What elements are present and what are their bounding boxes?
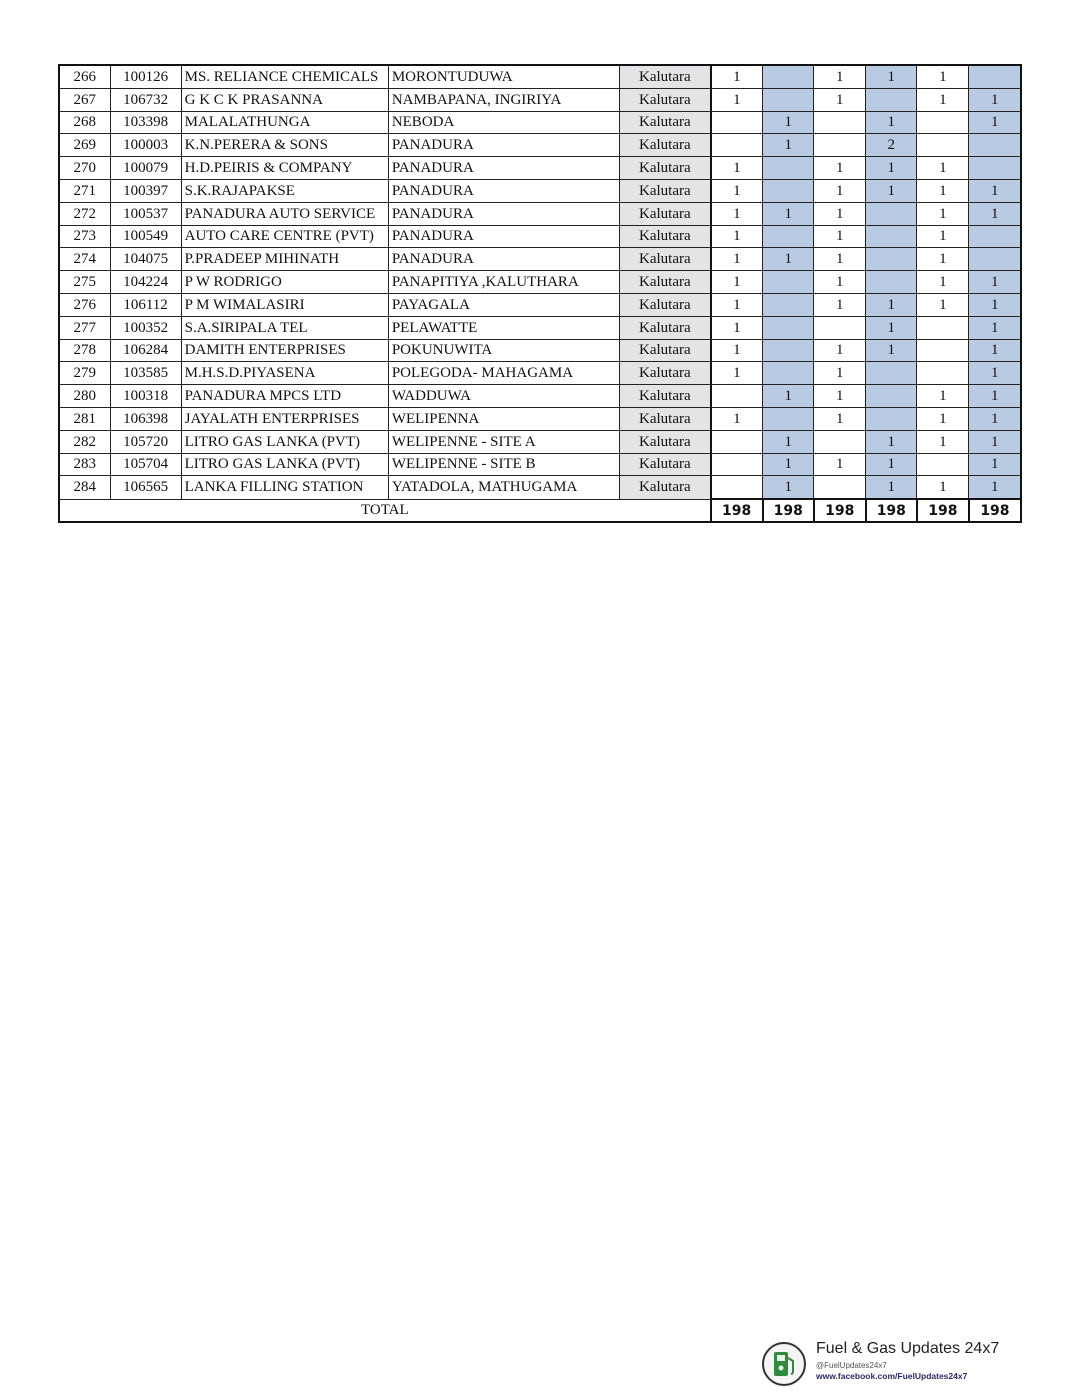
- quantity-cell: 1: [711, 225, 763, 248]
- district: Kalutara: [620, 88, 711, 111]
- quantity-cell: 1: [866, 111, 917, 134]
- quantity-cell: [866, 362, 917, 385]
- quantity-cell: 1: [711, 316, 763, 339]
- dealer-code: 106732: [110, 88, 181, 111]
- quantity-cell: 1: [763, 476, 814, 499]
- row-number: 267: [59, 88, 110, 111]
- row-number: 268: [59, 111, 110, 134]
- dealer-location: PANADURA: [388, 179, 619, 202]
- quantity-cell: [866, 225, 917, 248]
- quantity-cell: [969, 157, 1021, 180]
- table-row: [59, 202, 1021, 225]
- table-row: [59, 339, 1021, 362]
- table-row: [59, 293, 1021, 316]
- quantity-cell: [969, 134, 1021, 157]
- quantity-cell: 1: [866, 339, 917, 362]
- dealer-name: JAYALATH ENTERPRISES: [181, 407, 388, 430]
- dealer-code: 100079: [110, 157, 181, 180]
- quantity-cell: [969, 65, 1021, 88]
- dealer-code: 103398: [110, 111, 181, 134]
- dealer-name: MALALATHUNGA: [181, 111, 388, 134]
- dealer-name: M.H.S.D.PIYASENA: [181, 362, 388, 385]
- quantity-cell: 1: [814, 65, 866, 88]
- dealer-code: 100549: [110, 225, 181, 248]
- quantity-cell: 1: [763, 385, 814, 408]
- quantity-cell: 1: [814, 248, 866, 271]
- dealer-location: PANADURA: [388, 157, 619, 180]
- quantity-cell: 1: [969, 476, 1021, 499]
- row-number: 274: [59, 248, 110, 271]
- quantity-cell: [711, 111, 763, 134]
- quantity-cell: 1: [814, 225, 866, 248]
- table-row: [59, 225, 1021, 248]
- brand-handle: @FuelUpdates24x7: [816, 1361, 887, 1370]
- table-row: [59, 453, 1021, 476]
- quantity-cell: 1: [917, 407, 969, 430]
- row-number: 277: [59, 316, 110, 339]
- quantity-cell: [917, 316, 969, 339]
- row-number: 279: [59, 362, 110, 385]
- quantity-cell: 1: [711, 362, 763, 385]
- dealer-code: 106565: [110, 476, 181, 499]
- quantity-cell: [814, 476, 866, 499]
- quantity-cell: 1: [969, 339, 1021, 362]
- row-number: 275: [59, 271, 110, 294]
- quantity-cell: 1: [814, 407, 866, 430]
- dealer-location: POLEGODA- MAHAGAMA: [388, 362, 619, 385]
- quantity-cell: 1: [763, 202, 814, 225]
- quantity-cell: 1: [711, 407, 763, 430]
- dealer-location: WELIPENNE - SITE A: [388, 430, 619, 453]
- table-row: [59, 385, 1021, 408]
- dealer-code: 106284: [110, 339, 181, 362]
- quantity-cell: 1: [711, 248, 763, 271]
- quantity-cell: 1: [866, 316, 917, 339]
- quantity-cell: 1: [917, 430, 969, 453]
- quantity-cell: 1: [814, 88, 866, 111]
- dealer-code: 106398: [110, 407, 181, 430]
- dealer-name: S.K.RAJAPAKSE: [181, 179, 388, 202]
- quantity-cell: 1: [711, 271, 763, 294]
- quantity-cell: 1: [711, 65, 763, 88]
- quantity-cell: 1: [917, 157, 969, 180]
- district: Kalutara: [620, 157, 711, 180]
- district: Kalutara: [620, 271, 711, 294]
- district: Kalutara: [620, 339, 711, 362]
- district: Kalutara: [620, 453, 711, 476]
- quantity-cell: 1: [917, 476, 969, 499]
- quantity-cell: 1: [866, 65, 917, 88]
- dealer-location: PELAWATTE: [388, 316, 619, 339]
- dealer-name: S.A.SIRIPALA TEL: [181, 316, 388, 339]
- dealer-name: MS. RELIANCE CHEMICALS: [181, 65, 388, 88]
- dealer-name: LITRO GAS LANKA (PVT): [181, 453, 388, 476]
- quantity-cell: 1: [866, 476, 917, 499]
- table-row: [59, 362, 1021, 385]
- dealer-location: PAYAGALA: [388, 293, 619, 316]
- total-value: 198: [969, 499, 1021, 522]
- quantity-cell: [763, 271, 814, 294]
- dealer-name: K.N.PERERA & SONS: [181, 134, 388, 157]
- table-row: [59, 111, 1021, 134]
- dealer-name: DAMITH ENTERPRISES: [181, 339, 388, 362]
- district: Kalutara: [620, 202, 711, 225]
- table-row: [59, 271, 1021, 294]
- quantity-cell: [763, 225, 814, 248]
- quantity-cell: [866, 88, 917, 111]
- quantity-cell: 1: [763, 430, 814, 453]
- quantity-cell: 1: [763, 111, 814, 134]
- quantity-cell: [763, 339, 814, 362]
- fuel-pump-logo-icon: [762, 1342, 806, 1386]
- total-row: [59, 499, 1021, 522]
- quantity-cell: 1: [763, 248, 814, 271]
- quantity-cell: [814, 430, 866, 453]
- quantity-cell: 1: [969, 179, 1021, 202]
- quantity-cell: [711, 453, 763, 476]
- quantity-cell: [711, 134, 763, 157]
- quantity-cell: [866, 385, 917, 408]
- row-number: 272: [59, 202, 110, 225]
- dealer-code: 104224: [110, 271, 181, 294]
- dealer-code: 100352: [110, 316, 181, 339]
- quantity-cell: 1: [763, 134, 814, 157]
- district: Kalutara: [620, 248, 711, 271]
- table-row: [59, 248, 1021, 271]
- total-value: 198: [917, 499, 969, 522]
- dealer-code: 100318: [110, 385, 181, 408]
- quantity-cell: 1: [969, 430, 1021, 453]
- quantity-cell: 1: [969, 362, 1021, 385]
- quantity-cell: 1: [917, 225, 969, 248]
- dealer-code: 100537: [110, 202, 181, 225]
- dealer-location: PANAPITIYA ,KALUTHARA: [388, 271, 619, 294]
- quantity-cell: [763, 65, 814, 88]
- district: Kalutara: [620, 65, 711, 88]
- quantity-cell: [763, 157, 814, 180]
- quantity-cell: 1: [763, 453, 814, 476]
- table-row: [59, 65, 1021, 88]
- quantity-cell: [763, 362, 814, 385]
- quantity-cell: 1: [814, 157, 866, 180]
- table-row: [59, 407, 1021, 430]
- quantity-cell: 1: [866, 179, 917, 202]
- quantity-cell: 1: [969, 111, 1021, 134]
- dealer-location: PANADURA: [388, 248, 619, 271]
- row-number: 280: [59, 385, 110, 408]
- distribution-table: [58, 64, 1022, 523]
- quantity-cell: 1: [917, 179, 969, 202]
- dealer-name: H.D.PEIRIS & COMPANY: [181, 157, 388, 180]
- quantity-cell: [711, 430, 763, 453]
- quantity-cell: 1: [711, 157, 763, 180]
- quantity-cell: [814, 316, 866, 339]
- quantity-cell: 1: [814, 179, 866, 202]
- quantity-cell: [866, 202, 917, 225]
- row-number: 273: [59, 225, 110, 248]
- quantity-cell: 1: [969, 385, 1021, 408]
- quantity-cell: 1: [711, 202, 763, 225]
- quantity-cell: [711, 385, 763, 408]
- distribution-sheet: [58, 64, 1022, 523]
- quantity-cell: [969, 248, 1021, 271]
- quantity-cell: 1: [917, 202, 969, 225]
- quantity-cell: 1: [866, 430, 917, 453]
- dealer-code: 104075: [110, 248, 181, 271]
- dealer-code: 105704: [110, 453, 181, 476]
- quantity-cell: 1: [866, 453, 917, 476]
- quantity-cell: 1: [969, 202, 1021, 225]
- dealer-name: P M WIMALASIRI: [181, 293, 388, 316]
- quantity-cell: [763, 179, 814, 202]
- quantity-cell: 1: [711, 88, 763, 111]
- dealer-location: PANADURA: [388, 202, 619, 225]
- quantity-cell: 1: [866, 293, 917, 316]
- district: Kalutara: [620, 179, 711, 202]
- table-row: [59, 179, 1021, 202]
- quantity-cell: 1: [917, 65, 969, 88]
- quantity-cell: 1: [969, 316, 1021, 339]
- quantity-cell: [917, 453, 969, 476]
- district: Kalutara: [620, 362, 711, 385]
- quantity-cell: 1: [969, 271, 1021, 294]
- quantity-cell: [917, 134, 969, 157]
- dealer-name: P W RODRIGO: [181, 271, 388, 294]
- quantity-cell: 1: [969, 453, 1021, 476]
- quantity-cell: [711, 476, 763, 499]
- quantity-cell: [763, 407, 814, 430]
- dealer-location: WELIPENNE - SITE B: [388, 453, 619, 476]
- quantity-cell: 1: [917, 385, 969, 408]
- quantity-cell: [763, 316, 814, 339]
- table-row: [59, 134, 1021, 157]
- dealer-location: PANADURA: [388, 225, 619, 248]
- dealer-location: YATADOLA, MATHUGAMA: [388, 476, 619, 499]
- quantity-cell: [866, 248, 917, 271]
- dealer-location: NAMBAPANA, INGIRIYA: [388, 88, 619, 111]
- quantity-cell: 1: [969, 407, 1021, 430]
- district: Kalutara: [620, 430, 711, 453]
- quantity-cell: [917, 362, 969, 385]
- dealer-code: 100003: [110, 134, 181, 157]
- quantity-cell: [814, 134, 866, 157]
- quantity-cell: [763, 293, 814, 316]
- quantity-cell: 1: [711, 293, 763, 316]
- dealer-location: MORONTUDUWA: [388, 65, 619, 88]
- dealer-location: WADDUWA: [388, 385, 619, 408]
- district: Kalutara: [620, 385, 711, 408]
- dealer-code: 106112: [110, 293, 181, 316]
- dealer-location: NEBODA: [388, 111, 619, 134]
- dealer-name: PANADURA MPCS LTD: [181, 385, 388, 408]
- table-row: [59, 157, 1021, 180]
- quantity-cell: 1: [711, 179, 763, 202]
- dealer-location: POKUNUWITA: [388, 339, 619, 362]
- quantity-cell: 1: [866, 157, 917, 180]
- total-value: 198: [763, 499, 814, 522]
- district: Kalutara: [620, 407, 711, 430]
- dealer-name: AUTO CARE CENTRE (PVT): [181, 225, 388, 248]
- quantity-cell: 1: [814, 202, 866, 225]
- dealer-name: LITRO GAS LANKA (PVT): [181, 430, 388, 453]
- quantity-cell: 2: [866, 134, 917, 157]
- dealer-location: PANADURA: [388, 134, 619, 157]
- quantity-cell: 1: [917, 271, 969, 294]
- quantity-cell: 1: [917, 293, 969, 316]
- quantity-cell: [866, 271, 917, 294]
- table-body: [59, 65, 1021, 499]
- quantity-cell: 1: [814, 293, 866, 316]
- quantity-cell: [969, 225, 1021, 248]
- quantity-cell: 1: [814, 362, 866, 385]
- row-number: 282: [59, 430, 110, 453]
- quantity-cell: 1: [814, 271, 866, 294]
- dealer-name: G K C K PRASANNA: [181, 88, 388, 111]
- quantity-cell: 1: [814, 453, 866, 476]
- quantity-cell: 1: [917, 248, 969, 271]
- row-number: 278: [59, 339, 110, 362]
- dealer-name: LANKA FILLING STATION: [181, 476, 388, 499]
- brand-url: www.facebook.com/FuelUpdates24x7: [816, 1371, 968, 1381]
- total-value: 198: [711, 499, 763, 522]
- quantity-cell: [814, 111, 866, 134]
- row-number: 276: [59, 293, 110, 316]
- table-row: [59, 476, 1021, 499]
- dealer-code: 105720: [110, 430, 181, 453]
- dealer-code: 103585: [110, 362, 181, 385]
- total-label: TOTAL: [59, 499, 711, 522]
- dealer-name: PANADURA AUTO SERVICE: [181, 202, 388, 225]
- dealer-code: 100397: [110, 179, 181, 202]
- table-row: [59, 88, 1021, 111]
- brand-name: Fuel & Gas Updates 24x7: [816, 1340, 1000, 1357]
- quantity-cell: [917, 111, 969, 134]
- row-number: 271: [59, 179, 110, 202]
- district: Kalutara: [620, 476, 711, 499]
- district: Kalutara: [620, 225, 711, 248]
- quantity-cell: [917, 339, 969, 362]
- quantity-cell: 1: [711, 339, 763, 362]
- brand-watermark: [762, 1340, 1042, 1388]
- quantity-cell: 1: [969, 293, 1021, 316]
- row-number: 284: [59, 476, 110, 499]
- quantity-cell: 1: [814, 385, 866, 408]
- row-number: 266: [59, 65, 110, 88]
- district: Kalutara: [620, 316, 711, 339]
- dealer-code: 100126: [110, 65, 181, 88]
- quantity-cell: 1: [917, 88, 969, 111]
- dealer-name: P.PRADEEP MIHINATH: [181, 248, 388, 271]
- row-number: 269: [59, 134, 110, 157]
- dealer-location: WELIPENNA: [388, 407, 619, 430]
- quantity-cell: 1: [814, 339, 866, 362]
- total-value: 198: [866, 499, 917, 522]
- quantity-cell: 1: [969, 88, 1021, 111]
- district: Kalutara: [620, 293, 711, 316]
- row-number: 281: [59, 407, 110, 430]
- row-number: 283: [59, 453, 110, 476]
- quantity-cell: [763, 88, 814, 111]
- row-number: 270: [59, 157, 110, 180]
- quantity-cell: [866, 407, 917, 430]
- table-row: [59, 430, 1021, 453]
- total-value: 198: [814, 499, 866, 522]
- district: Kalutara: [620, 134, 711, 157]
- district: Kalutara: [620, 111, 711, 134]
- table-row: [59, 316, 1021, 339]
